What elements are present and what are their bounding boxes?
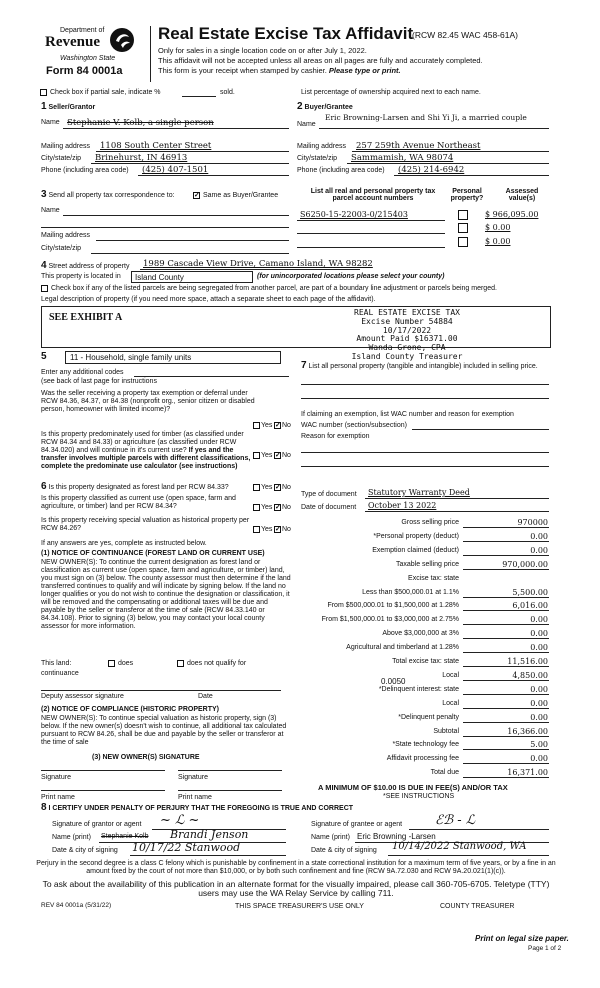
county-select[interactable]: Island County — [131, 271, 253, 283]
open-space-yes-label: Yes — [261, 504, 273, 511]
land-does-not-label: does not qualify for — [187, 660, 247, 667]
seller-city-label: City/state/zip — [41, 155, 82, 162]
seller-phone-line — [138, 175, 289, 176]
tax-row-value[interactable]: 6,016.00 — [512, 601, 548, 610]
county-treasurer-label: COUNTY TREASURER — [440, 903, 515, 910]
personal-col-header: Personal property? — [450, 188, 484, 203]
grantee-signature-label: Signature of grantee or agent — [311, 821, 403, 828]
tax-row-label: Exemption claimed (deduct) — [372, 547, 459, 554]
forest-no-checkbox[interactable] — [274, 484, 281, 491]
form-statute: (RCW 82.45 WAC 458-61A) — [412, 30, 518, 40]
personal-property-line-2[interactable] — [301, 398, 549, 399]
tax-row-value[interactable]: 5,500.00 — [512, 588, 548, 597]
tax-row-label: Subtotal — [433, 728, 459, 735]
same-as-buyer-checkbox[interactable] — [193, 192, 200, 199]
parcel-row-3-line[interactable] — [297, 247, 445, 248]
see-instructions-note: *SEE INSTRUCTIONS — [383, 793, 455, 800]
open-space-yes-checkbox[interactable] — [253, 504, 260, 511]
buyer-city-line — [347, 163, 549, 164]
tax-row-value[interactable]: 0.00 — [530, 699, 548, 708]
parcel-row-1-value[interactable]: $ 966,095.00 — [485, 210, 539, 219]
form-number: Form 84 0001a — [46, 65, 123, 77]
tax-row-label: *Delinquent penalty — [398, 714, 459, 721]
grantor-signature[interactable]: ~ ℒ ~ — [160, 813, 200, 828]
land-use-code-select[interactable]: 11 - Household, single family units — [65, 351, 281, 364]
treasurer-stamp: REAL ESTATE EXCISE TAX Excise Number 54884 10/17/2022 Amount Paid $16371.00 Wanda Grone, CPA Island County Treasurer — [351, 308, 463, 361]
same-as-buyer-label: Same as Buyer/Grantee — [203, 192, 279, 199]
land-does-checkbox[interactable] — [108, 660, 115, 667]
notice-2-text: NEW OWNER(S): To continue special valuation as historic property, sign (3) below. If the new owner(s) doesn't wish to continue, all additional tax calculated pursuant to RCW 84.26, shall be due and payable by the seller or transferor at the time of sale — [41, 715, 287, 747]
grantor-date-line — [130, 855, 286, 856]
forest-no-label: No — [282, 484, 291, 491]
parcel-row-2-value[interactable]: $ 0.00 — [485, 223, 511, 232]
doc-date-label: Date of document — [301, 504, 357, 511]
grantor-date-value[interactable]: 10/17/22 Stanwood — [132, 841, 241, 854]
grantee-date-line — [388, 855, 549, 856]
ownership-note: List percentage of ownership acquired next to each name. — [301, 89, 481, 96]
seller-city-line — [91, 163, 289, 164]
if-yes-note: If any answers are yes, complete as instructed below. — [41, 540, 207, 547]
owner-print-line-1[interactable] — [41, 790, 165, 791]
section-7-label: 7 List all personal property (tangible and intangible) included in selling price. — [301, 360, 538, 371]
doc-date-line — [365, 511, 549, 512]
exemption-no-checkbox[interactable] — [274, 422, 281, 429]
corr-name-line[interactable] — [63, 215, 289, 216]
street-line — [140, 269, 360, 270]
wac-number-field[interactable] — [412, 429, 549, 430]
section-3-heading: 3 Send all property tax correspondence to: — [41, 189, 175, 200]
seller-city-value[interactable]: Brinehurst, IN 46913 — [95, 153, 188, 163]
tax-row-label: Above $3,000,000 at 3% — [382, 630, 459, 637]
buyer-mail-line — [352, 151, 549, 152]
legal-description-value: SEE EXHIBIT A — [49, 312, 123, 323]
notice-1-title: (1) NOTICE OF CONTINUANCE (FOREST LAND OR CURRENT USE) — [41, 550, 265, 557]
grantor-date-label: Date & city of signing — [52, 847, 118, 854]
parcel-row-2-personal-checkbox[interactable] — [458, 223, 468, 233]
tax-row-value[interactable]: 0.00 — [530, 546, 548, 555]
tax-row-value[interactable]: 0.00 — [530, 754, 548, 763]
tax-row-value[interactable]: 11,516.00 — [507, 657, 548, 666]
revision-label: REV 84 0001a (5/31/22) — [41, 902, 112, 909]
corr-city-label: City/state/zip — [41, 245, 82, 252]
legal-label: Legal description of property (if you need more space, attach a separate sheet to each page of the affidavit). — [41, 296, 376, 303]
segregated-checkbox[interactable] — [41, 285, 48, 292]
section-5-number: 5 — [41, 351, 47, 362]
section-2-heading: 2 Buyer/Grantee — [297, 101, 353, 112]
tax-row-label: Total due — [430, 769, 459, 776]
deputy-signature-label: Deputy assessor signature — [41, 693, 124, 700]
forest-question: 6 Is this property designated as forest land per RCW 84.33? — [41, 481, 229, 492]
historic-no-label: No — [282, 526, 291, 533]
grantor-signature-label: Signature of grantor or agent — [52, 821, 142, 828]
partial-sale-label: Check box if partial sale, indicate % — [50, 89, 161, 96]
seller-name-label: Name — [41, 119, 60, 126]
this-land-label: This land: — [41, 660, 72, 667]
parcel-row-3-value[interactable]: $ 0.00 — [485, 237, 511, 246]
header-divider — [150, 26, 151, 82]
timber-yes-checkbox[interactable] — [253, 452, 260, 459]
tax-row-label: Less than $500,000.01 at 1.1% — [362, 589, 459, 596]
exemption-question: Was the seller receiving a property tax exemption or deferral under RCW 84.36, 84.37, or 84.38 (nonprofit org., senior citizen or disabled person, homeowner with limited income)? — [41, 390, 255, 414]
land-does-not-checkbox[interactable] — [177, 660, 184, 667]
tax-row-value[interactable]: 16,366.00 — [507, 727, 548, 736]
tax-row-value[interactable]: 5.00 — [530, 740, 548, 749]
buyer-name-value[interactable]: Eric Browning-Larsen and Shi Yi Ji, a married couple — [325, 113, 527, 122]
buyer-city-label: City/state/zip — [297, 155, 338, 162]
tax-row-value[interactable]: 4,850.00 — [512, 671, 548, 680]
doc-type-label: Type of document — [301, 491, 357, 498]
grantee-date-value[interactable]: 10/14/2022 Stanwood, WA — [392, 841, 527, 852]
buyer-mail-label: Mailing address — [297, 143, 347, 150]
header-note-2: This affidavit will not be accepted unless all areas on all pages are fully and accurately completed. — [158, 56, 483, 65]
tax-row-label: Total excise tax: state — [392, 658, 459, 665]
department-label: Department of — [60, 27, 105, 34]
state-label: Washington State — [60, 55, 116, 62]
partial-sold-label: sold. — [220, 89, 235, 96]
personal-property-line-1[interactable] — [301, 384, 549, 385]
additional-codes-field[interactable] — [134, 376, 289, 377]
owner-print-label-1: Print name — [41, 794, 75, 801]
grantee-signature[interactable]: ℰℬ - ℒ — [435, 813, 476, 828]
exemption-reason-line-1[interactable] — [301, 452, 549, 453]
doc-type-line — [365, 498, 549, 499]
grantor-name-value[interactable]: Stephanie Kolb — [101, 833, 149, 840]
exemption-yes-label: Yes — [261, 422, 273, 429]
owner-signature-line-2[interactable] — [178, 770, 282, 771]
forest-yes-checkbox[interactable] — [253, 484, 260, 491]
tax-row-label: *State technology fee — [392, 741, 459, 748]
certify-heading: 8 I CERTIFY UNDER PENALTY OF PERJURY THAT THE FOREGOING IS TRUE AND CORRECT — [41, 802, 354, 813]
section-1-heading: 1 Seller/Grantor — [41, 101, 96, 112]
grantee-date-label: Date & city of signing — [311, 847, 377, 854]
buyer-phone-line — [394, 175, 549, 176]
partial-percent-field[interactable] — [182, 96, 216, 97]
parcel-row-1-personal-checkbox[interactable] — [458, 210, 468, 220]
buyer-mail-value[interactable]: 257 259th Avenue Northeast — [356, 141, 481, 151]
historic-yes-checkbox[interactable] — [253, 526, 260, 533]
exemption-no-label: No — [282, 422, 291, 429]
tax-row-label: Taxable selling price — [395, 561, 459, 568]
owner-signature-label-1: Signature — [41, 774, 71, 781]
parcel-row-1-line — [297, 220, 445, 221]
tax-row-value[interactable]: 0.00 — [530, 532, 548, 541]
historic-no-checkbox[interactable] — [274, 526, 281, 533]
deputy-signature-line[interactable] — [41, 690, 281, 691]
timber-no-checkbox[interactable] — [274, 452, 281, 459]
exemption-reason-line-2[interactable] — [301, 466, 549, 467]
buyer-phone-label: Phone (including area code) — [297, 167, 385, 174]
parcel-row-3-personal-checkbox[interactable] — [458, 237, 468, 247]
doc-type-value[interactable]: Statutory Warranty Deed — [368, 488, 470, 497]
dor-logo-icon — [108, 26, 136, 54]
grantor-name-label: Name (print) — [52, 834, 91, 841]
section-4-street-label: 4 Street address of property — [41, 260, 130, 271]
buyer-city-value[interactable]: Sammamish, WA 98074 — [351, 153, 454, 163]
open-space-no-label: No — [282, 504, 291, 511]
additional-codes-note: (see back of last page for instructions — [41, 378, 157, 385]
tax-row-label: Local — [442, 672, 459, 679]
tax-row-value[interactable]: 0.00 — [530, 629, 548, 638]
located-label: This property is located in — [41, 273, 121, 280]
tax-row-label: Agricultural and timberland at 1.28% — [346, 644, 459, 651]
tax-row-label: From $1,500,000.01 to $3,000,000 at 2.75% — [321, 616, 459, 623]
forest-yes-label: Yes — [261, 484, 273, 491]
open-space-question: Is this property classified as current use (open space, farm and agriculture, or timber) land per RCW 84.34? — [41, 495, 236, 511]
owner-signature-label-2: Signature — [178, 774, 208, 781]
page-number: Page 1 of 2 — [528, 945, 562, 952]
seller-phone-value[interactable]: (425) 407-1501 — [142, 165, 209, 175]
segregated-label: Check box if any of the listed parcels are being segregated from another parcel, are part of a boundary line adjustment or parcels being merged. — [51, 285, 497, 292]
unincorporated-note: (for unincorporated locations please select your county) — [257, 273, 445, 280]
seller-name-value[interactable]: Stephanie V. Kolb, a single person — [67, 118, 214, 128]
owner-print-label-2: Print name — [178, 794, 212, 801]
corr-mail-line[interactable] — [96, 240, 289, 241]
partial-sale-checkbox[interactable] — [40, 89, 47, 96]
parcel-row-1-number[interactable]: S6250-15-22003-0/215403 — [300, 210, 408, 219]
seller-mail-label: Mailing address — [41, 143, 91, 150]
tax-row-label: Excise tax: state — [408, 575, 459, 582]
buyer-phone-value[interactable]: (425) 214-6942 — [398, 165, 465, 175]
revenue-logo-text: Revenue — [45, 34, 100, 50]
buyer-name-label: Name — [297, 121, 316, 128]
exemption-wac-label: If claiming an exemption, list WAC number and reason for exemption — [301, 411, 514, 418]
corr-extra-line[interactable] — [41, 227, 289, 228]
street-value[interactable]: 1989 Cascade View Drive, Camano Island, WA 98282 — [143, 259, 373, 269]
notice-2-title: (2) NOTICE OF COMPLIANCE (HISTORIC PROPERTY) — [41, 706, 219, 713]
owner-print-line-2[interactable] — [178, 790, 282, 791]
seller-mail-line — [96, 151, 289, 152]
grantee-name-value[interactable]: Eric Browning -Larsen — [357, 832, 436, 841]
corr-name-label: Name — [41, 207, 60, 214]
assessed-col-header: Assessed value(s) — [505, 188, 539, 203]
minimum-fee-note: A MINIMUM OF $10.00 IS DUE IN FEE(S) AND/OR TAX — [318, 783, 508, 792]
additional-codes-label: Enter any additional codes — [41, 369, 124, 376]
timber-yes-label: Yes — [261, 452, 273, 459]
notice-1-text: NEW OWNER(S): To continue the current designation as forest land or classification as current use (open space, farm and agriculture, or timber) land, you must sign on (3) below. The county assessor must then determine if the land transferred continues to qualify and will indicate by signing below. If the land no longer qualifies or you do not wish to continue the designation or classification, it will be removed and the compensating or additional taxes will be due and payable by the seller or transferor at the time of sale (RCW 84.33.140 or 84.34.108). Prior to signing (3) below, you may contact your local county assessor for more information. — [41, 559, 291, 631]
tax-row-label: Gross selling price — [401, 519, 459, 526]
tax-row-label: From $500,000.01 to $1,500,000 at 1.28% — [327, 602, 459, 609]
grantee-name-label: Name (print) — [311, 834, 350, 841]
tax-row-value[interactable]: 970,000.00 — [502, 560, 548, 569]
corr-mail-label: Mailing address — [41, 232, 91, 239]
alt-format-notice: To ask about the availability of this publication in an alternate format for the visually impaired, please call 360-705-6705. Teletype (TTY) users may use the WA Relay Service by calling 711. — [42, 879, 550, 899]
seller-mail-value[interactable]: 1108 South Center Street — [100, 141, 212, 151]
grantor-name-handwritten: Brandi Jenson — [170, 828, 249, 841]
tax-row-label: Affidavit processing fee — [386, 755, 459, 762]
local-rate-value: 0.0050 — [381, 677, 406, 686]
notice-3-title: (3) NEW OWNER(S) SIGNATURE — [92, 754, 200, 761]
parcel-row-2-line[interactable] — [297, 233, 445, 234]
exemption-yes-checkbox[interactable] — [253, 422, 260, 429]
tax-row-label: *Delinquent interest: state — [378, 686, 459, 693]
tax-row-value[interactable]: 0.00 — [530, 615, 548, 624]
deputy-date-label: Date — [198, 693, 213, 700]
doc-date-value[interactable]: October 13 2022 — [368, 501, 437, 510]
seller-phone-label: Phone (including area code) — [41, 167, 129, 174]
tax-row-value[interactable]: 16,371.00 — [507, 768, 548, 777]
historic-yes-label: Yes — [261, 526, 273, 533]
tax-row-value[interactable]: 0.00 — [530, 713, 548, 722]
continuance-label: continuance — [41, 670, 79, 677]
tax-row-value[interactable]: 0.00 — [530, 685, 548, 694]
owner-signature-line-1[interactable] — [41, 770, 165, 771]
parcel-col-header: List all real and personal property tax parcel account numbers — [310, 188, 436, 203]
corr-city-line[interactable] — [91, 253, 289, 254]
tax-row-label: Local — [442, 700, 459, 707]
treasurer-use-label: THIS SPACE TREASURER'S USE ONLY — [235, 903, 364, 910]
land-does-label: does — [118, 660, 134, 667]
tax-row-label: *Personal property (deduct) — [373, 533, 459, 540]
timber-no-label: No — [282, 452, 291, 459]
historic-question: Is this property receiving special valuation as historical property per RCW 84.26? — [41, 517, 250, 533]
tax-row-value[interactable]: 0.00 — [530, 643, 548, 652]
wac-number-label: WAC number (section/subsection) — [301, 422, 407, 429]
timber-question: Is this property predominately used for timber (as classified under RCW 84.34 and 84.33) or agriculture (as classified under RCW 84.34.020) and will continue in it's current use? If yes and the transfer involves multiple parcels with different classifications, complete the predominate use calculator (see instructions) — [41, 431, 251, 471]
form-title: Real Estate Excise Tax Affidavit — [158, 24, 414, 43]
header-note-3: This form is your receipt when stamped by cashier. Please type or print. — [158, 66, 401, 75]
seller-name-line — [63, 128, 289, 129]
exemption-reason-label: Reason for exemption — [301, 433, 370, 440]
buyer-name-line — [319, 128, 549, 129]
perjury-notice: Perjury in the second degree is a class C felony which is punishable by confinement in a state correctional institution for a maximum term of five years, or by a fine in an amount fixed by the court of not more than $10,000, or by both such confinement and fine (RCW 9A.72.030 and RCW 9A.20.021(1)(c)). — [36, 860, 556, 876]
grantee-signature-line — [409, 829, 549, 830]
header-note-1: Only for sales in a single location code on or after July 1, 2022. — [158, 46, 367, 55]
open-space-no-checkbox[interactable] — [274, 504, 281, 511]
legal-size-note: Print on legal size paper. — [475, 934, 569, 943]
tax-row-value[interactable]: 970000 — [517, 518, 548, 527]
